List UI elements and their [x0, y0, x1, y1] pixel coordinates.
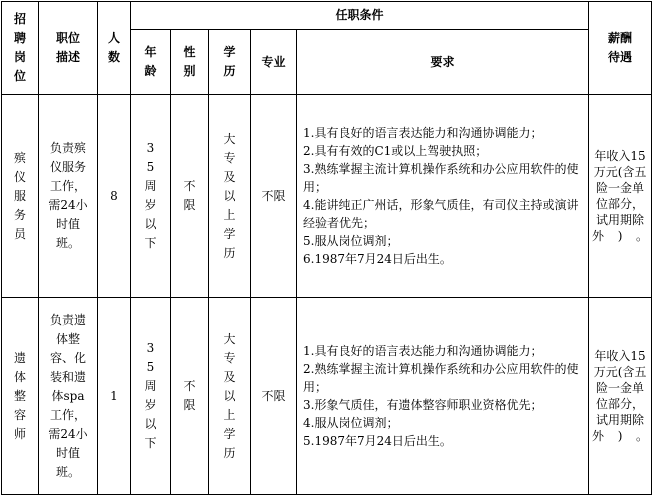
header-requirements: 要求	[297, 30, 589, 95]
cell-requirements	[297, 298, 589, 495]
requirement-item: 5.1987年7月24日后出生。	[303, 434, 452, 448]
cell-salary: 年收入15万元(含五险一金单位部分，试用期除外)。	[589, 95, 652, 298]
cell-major: 不限	[251, 298, 297, 495]
requirement-item: 6.1987年7月24日后出生。	[303, 252, 452, 266]
header-gender: 性别	[171, 30, 209, 95]
header-count: 人数	[98, 2, 131, 95]
requirement-item: 3.熟练掌握主流计算机操作系统和办公应用软件的使用；	[303, 162, 579, 194]
cell-age: 35周岁以下	[131, 298, 171, 495]
cell-age: 35周岁以下	[131, 95, 171, 298]
cell-education: 大专及以上学历	[209, 95, 251, 298]
header-conditions: 任职条件	[131, 2, 589, 30]
header-description: 职位描述	[39, 2, 98, 95]
cell-description: 负责遗体整容、化装和遗体spa工作，需24小时值班。	[39, 298, 98, 495]
cell-requirements	[297, 95, 589, 298]
requirement-item: 2.熟练掌握主流计算机操作系统和办公应用软件的使用；	[303, 362, 579, 394]
cell-major: 不限	[251, 95, 297, 298]
requirement-item: 1.具有良好的语言表达能力和沟通协调能力；	[303, 344, 543, 358]
cell-education: 大专及以上学历	[209, 298, 251, 495]
recruitment-table	[1, 1, 652, 495]
header-age: 年龄	[131, 30, 171, 95]
table-row	[2, 95, 652, 298]
requirement-item: 1.具有良好的语言表达能力和沟通协调能力；	[303, 126, 543, 140]
cell-description: 负责殡仪服务工作，需24小时值班。	[39, 95, 98, 298]
header-position: 招聘岗位	[2, 2, 39, 95]
cell-gender: 不限	[171, 298, 209, 495]
requirement-item: 3.形象气质佳，有遗体整容师职业资格优先；	[303, 398, 543, 412]
requirement-item: 5.服从岗位调剂；	[303, 234, 399, 248]
cell-count: 8	[98, 95, 131, 298]
cell-salary: 年收入15万元(含五险一金单位部分，试用期除外)。	[589, 298, 652, 495]
requirement-item: 2.具有有效的C1或以上驾驶执照；	[303, 144, 488, 158]
cell-gender: 不限	[171, 95, 209, 298]
header-salary: 薪酬待遇	[589, 2, 652, 95]
cell-position: 遗体整容师	[2, 298, 39, 495]
cell-position: 殡仪服务员	[2, 95, 39, 298]
cell-count: 1	[98, 298, 131, 495]
header-major: 专业	[251, 30, 297, 95]
requirement-item: 4.服从岗位调剂；	[303, 416, 399, 430]
header-education: 学历	[209, 30, 251, 95]
requirement-item: 4.能讲纯正广州话，形象气质佳，有司仪主持或演讲经验者优先；	[303, 198, 579, 230]
table-row	[2, 298, 652, 495]
